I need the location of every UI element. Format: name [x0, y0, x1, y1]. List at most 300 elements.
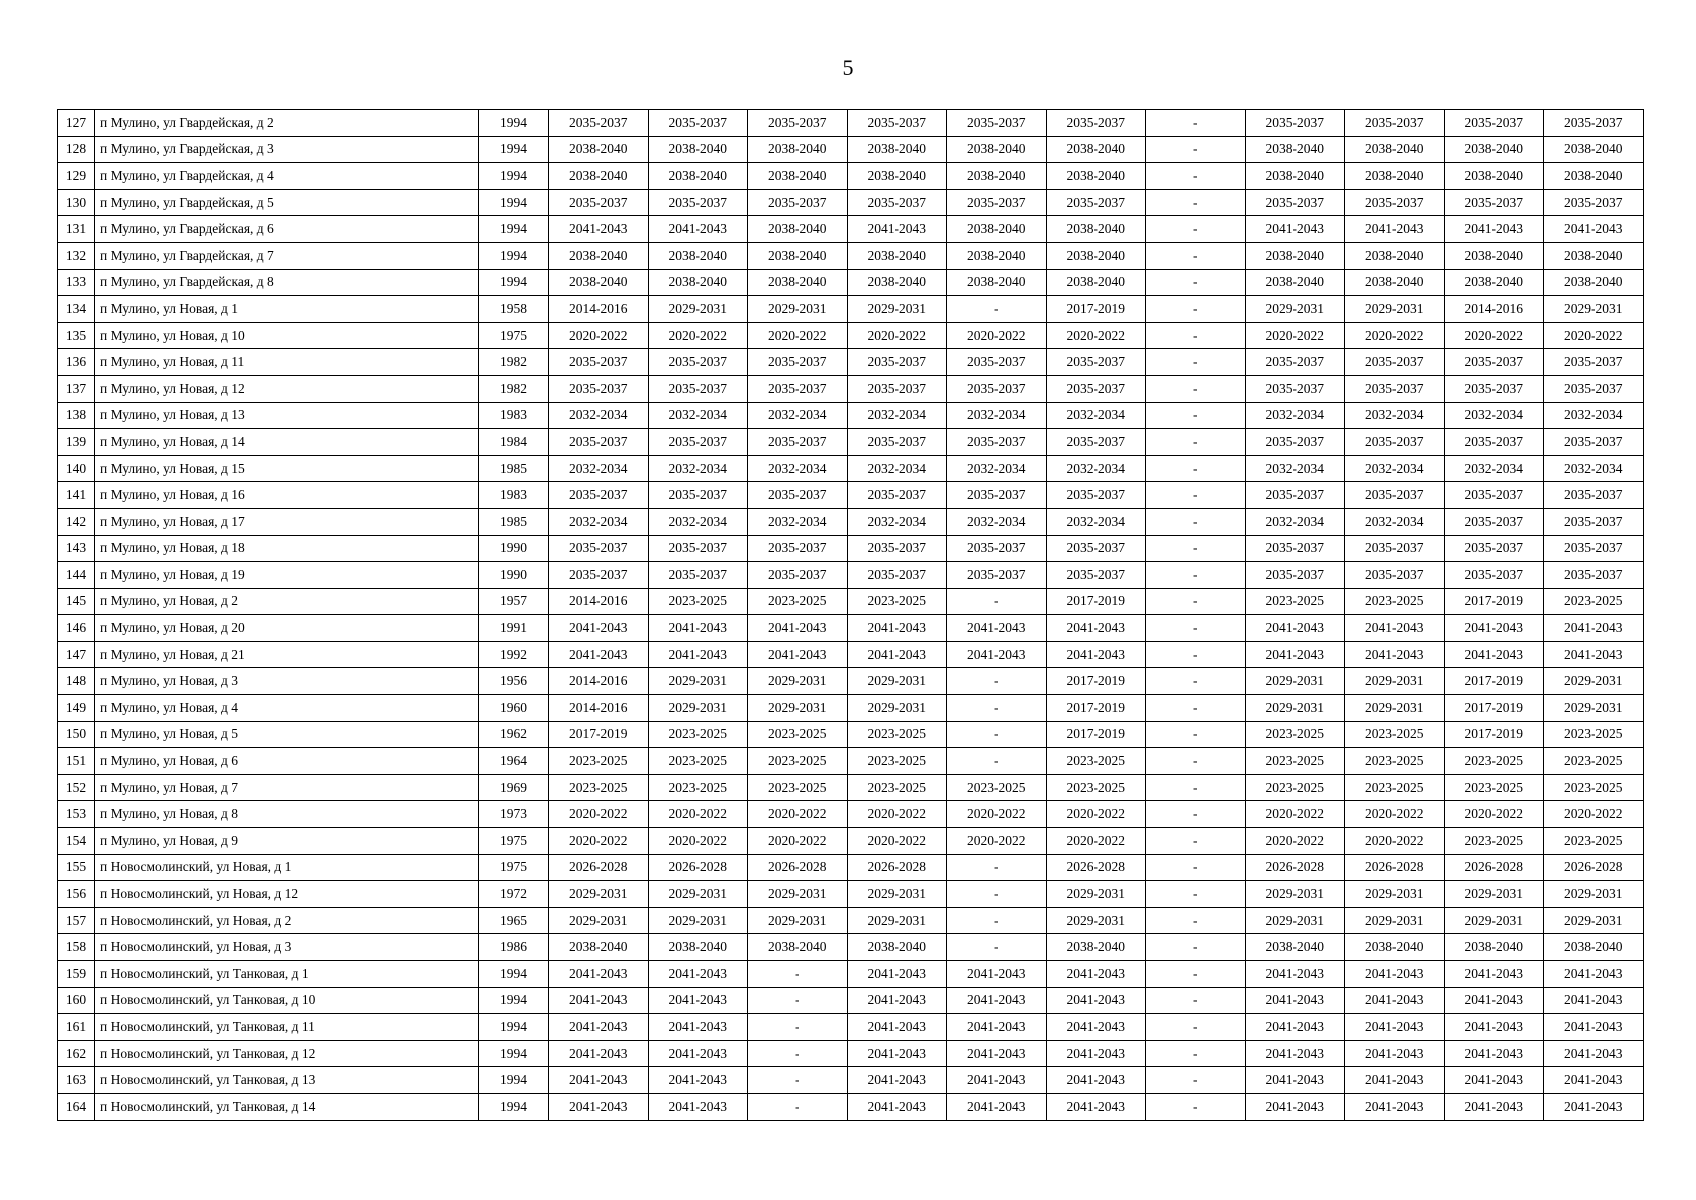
period-cell: 2020-2022: [1544, 801, 1644, 828]
table-row: [58, 1040, 1644, 1067]
address-cell: п Мулино, ул Новая, д 1: [95, 296, 479, 323]
period-cell: -: [1146, 163, 1246, 190]
period-cell: 2035-2037: [1444, 110, 1544, 137]
period-cell: 2041-2043: [847, 1067, 947, 1094]
period-cell: -: [1146, 429, 1246, 456]
period-cell: 2035-2037: [748, 375, 848, 402]
period-cell: 2032-2034: [748, 455, 848, 482]
period-cell: 2038-2040: [748, 934, 848, 961]
period-cell: -: [947, 854, 1047, 881]
period-cell: 2035-2037: [1544, 349, 1644, 376]
period-cell: 2023-2025: [648, 774, 748, 801]
period-cell: -: [1146, 668, 1246, 695]
period-cell: 2023-2025: [1444, 828, 1544, 855]
table-row: [58, 216, 1644, 243]
address-cell: п Мулино, ул Новая, д 4: [95, 695, 479, 722]
period-cell: 2029-2031: [748, 907, 848, 934]
period-cell: 2041-2043: [947, 641, 1047, 668]
period-cell: 2041-2043: [1444, 641, 1544, 668]
period-cell: 2035-2037: [1544, 562, 1644, 589]
period-cell: 2038-2040: [947, 136, 1047, 163]
row-number-cell: 142: [58, 508, 95, 535]
row-number-cell: 149: [58, 695, 95, 722]
period-cell: 2023-2025: [1345, 588, 1445, 615]
build-year-cell: 1973: [479, 801, 549, 828]
period-cell: 2041-2043: [1046, 961, 1146, 988]
row-number-cell: 158: [58, 934, 95, 961]
period-cell: -: [1146, 562, 1246, 589]
period-cell: 2038-2040: [847, 269, 947, 296]
build-year-cell: 1975: [479, 854, 549, 881]
period-cell: 2035-2037: [947, 429, 1047, 456]
period-cell: 2032-2034: [847, 508, 947, 535]
period-cell: 2041-2043: [1345, 987, 1445, 1014]
table-row: [58, 402, 1644, 429]
period-cell: 2023-2025: [847, 721, 947, 748]
period-cell: 2017-2019: [1444, 668, 1544, 695]
period-cell: 2038-2040: [1444, 242, 1544, 269]
period-cell: 2029-2031: [1245, 695, 1345, 722]
period-cell: 2038-2040: [549, 242, 649, 269]
period-cell: 2035-2037: [748, 349, 848, 376]
period-cell: 2041-2043: [1245, 961, 1345, 988]
period-cell: 2029-2031: [1544, 296, 1644, 323]
period-cell: 2038-2040: [1245, 242, 1345, 269]
period-cell: 2038-2040: [648, 136, 748, 163]
period-cell: 2029-2031: [648, 695, 748, 722]
period-cell: 2032-2034: [748, 508, 848, 535]
period-cell: 2038-2040: [549, 163, 649, 190]
period-cell: 2041-2043: [1245, 216, 1345, 243]
build-year-cell: 1994: [479, 987, 549, 1014]
address-cell: п Новосмолинский, ул Танковая, д 12: [95, 1040, 479, 1067]
period-cell: 2032-2034: [549, 508, 649, 535]
page-number: 5: [842, 55, 854, 80]
period-cell: 2041-2043: [847, 1014, 947, 1041]
period-cell: 2041-2043: [1444, 1014, 1544, 1041]
period-cell: 2038-2040: [1544, 136, 1644, 163]
period-cell: 2038-2040: [1046, 242, 1146, 269]
table-row: [58, 375, 1644, 402]
period-cell: -: [1146, 402, 1246, 429]
period-cell: 2023-2025: [1544, 748, 1644, 775]
period-cell: 2038-2040: [1345, 163, 1445, 190]
address-cell: п Мулино, ул Новая, д 17: [95, 508, 479, 535]
table-row: [58, 482, 1644, 509]
address-cell: п Мулино, ул Новая, д 14: [95, 429, 479, 456]
period-cell: 2035-2037: [1245, 562, 1345, 589]
period-cell: 2041-2043: [1544, 987, 1644, 1014]
period-cell: 2041-2043: [549, 216, 649, 243]
period-cell: 2017-2019: [1046, 721, 1146, 748]
period-cell: 2035-2037: [847, 482, 947, 509]
period-cell: 2020-2022: [748, 322, 848, 349]
period-cell: 2032-2034: [549, 402, 649, 429]
period-cell: 2038-2040: [1444, 269, 1544, 296]
period-cell: 2035-2037: [549, 375, 649, 402]
period-cell: 2029-2031: [1544, 881, 1644, 908]
period-cell: 2023-2025: [748, 721, 848, 748]
period-cell: -: [748, 987, 848, 1014]
period-cell: 2029-2031: [648, 668, 748, 695]
period-cell: 2035-2037: [1345, 349, 1445, 376]
address-cell: п Мулино, ул Новая, д 2: [95, 588, 479, 615]
period-cell: -: [1146, 216, 1246, 243]
period-cell: -: [748, 961, 848, 988]
period-cell: 2041-2043: [847, 1093, 947, 1120]
period-cell: 2026-2028: [847, 854, 947, 881]
period-cell: 2029-2031: [648, 881, 748, 908]
period-cell: 2020-2022: [1245, 828, 1345, 855]
period-cell: 2041-2043: [1245, 987, 1345, 1014]
period-cell: -: [1146, 455, 1246, 482]
period-cell: 2041-2043: [748, 615, 848, 642]
period-cell: 2023-2025: [549, 748, 649, 775]
period-cell: 2032-2034: [1046, 455, 1146, 482]
address-cell: п Новосмолинский, ул Новая, д 12: [95, 881, 479, 908]
period-cell: 2035-2037: [1245, 110, 1345, 137]
address-cell: п Мулино, ул Новая, д 13: [95, 402, 479, 429]
period-cell: 2035-2037: [549, 429, 649, 456]
table-row: [58, 801, 1644, 828]
period-cell: 2041-2043: [847, 987, 947, 1014]
period-cell: 2041-2043: [1444, 987, 1544, 1014]
period-cell: 2035-2037: [1245, 535, 1345, 562]
table-row: [58, 987, 1644, 1014]
table-row: [58, 189, 1644, 216]
build-year-cell: 1975: [479, 322, 549, 349]
address-cell: п Мулино, ул Гвардейская, д 2: [95, 110, 479, 137]
build-year-cell: 1994: [479, 1040, 549, 1067]
period-cell: 2041-2043: [847, 216, 947, 243]
address-cell: п Мулино, ул Новая, д 19: [95, 562, 479, 589]
period-cell: 2038-2040: [1544, 242, 1644, 269]
period-cell: 2041-2043: [648, 987, 748, 1014]
period-cell: 2041-2043: [1046, 615, 1146, 642]
address-cell: п Новосмолинский, ул Новая, д 1: [95, 854, 479, 881]
period-cell: 2032-2034: [1046, 402, 1146, 429]
period-cell: 2041-2043: [1544, 1014, 1644, 1041]
address-cell: п Мулино, ул Новая, д 7: [95, 774, 479, 801]
build-year-cell: 1985: [479, 455, 549, 482]
period-cell: 2041-2043: [1544, 1040, 1644, 1067]
period-cell: 2041-2043: [549, 961, 649, 988]
period-cell: 2020-2022: [1444, 322, 1544, 349]
address-cell: п Новосмолинский, ул Танковая, д 13: [95, 1067, 479, 1094]
table-row: [58, 934, 1644, 961]
period-cell: 2035-2037: [648, 189, 748, 216]
table-row: [58, 721, 1644, 748]
period-cell: 2017-2019: [1444, 695, 1544, 722]
address-cell: п Мулино, ул Новая, д 9: [95, 828, 479, 855]
build-year-cell: 1985: [479, 508, 549, 535]
table-row: [58, 535, 1644, 562]
period-cell: 2041-2043: [1046, 1014, 1146, 1041]
period-cell: 2020-2022: [1245, 801, 1345, 828]
period-cell: 2035-2037: [748, 110, 848, 137]
row-number-cell: 133: [58, 269, 95, 296]
row-number-cell: 162: [58, 1040, 95, 1067]
period-cell: -: [1146, 508, 1246, 535]
period-cell: 2020-2022: [748, 801, 848, 828]
period-cell: 2035-2037: [1444, 535, 1544, 562]
period-cell: 2038-2040: [1544, 269, 1644, 296]
period-cell: 2038-2040: [1245, 269, 1345, 296]
period-cell: 2035-2037: [748, 482, 848, 509]
period-cell: 2041-2043: [1345, 615, 1445, 642]
period-cell: -: [748, 1014, 848, 1041]
period-cell: 2023-2025: [1544, 721, 1644, 748]
period-cell: 2032-2034: [648, 402, 748, 429]
period-cell: 2035-2037: [1544, 482, 1644, 509]
address-cell: п Новосмолинский, ул Танковая, д 1: [95, 961, 479, 988]
period-cell: -: [1146, 695, 1246, 722]
build-year-cell: 1982: [479, 349, 549, 376]
period-cell: 2041-2043: [1046, 1067, 1146, 1094]
period-cell: 2038-2040: [1444, 136, 1544, 163]
period-cell: 2023-2025: [1544, 588, 1644, 615]
period-cell: 2041-2043: [847, 615, 947, 642]
build-year-cell: 1982: [479, 375, 549, 402]
build-year-cell: 1962: [479, 721, 549, 748]
period-cell: 2032-2034: [1345, 508, 1445, 535]
period-cell: 2020-2022: [1345, 801, 1445, 828]
address-cell: п Мулино, ул Новая, д 16: [95, 482, 479, 509]
period-cell: 2029-2031: [1544, 907, 1644, 934]
period-cell: 2038-2040: [648, 934, 748, 961]
period-cell: 2035-2037: [1444, 349, 1544, 376]
period-cell: 2041-2043: [1245, 641, 1345, 668]
period-cell: 2041-2043: [1345, 1014, 1445, 1041]
period-cell: -: [947, 588, 1047, 615]
build-year-cell: 1986: [479, 934, 549, 961]
period-cell: 2017-2019: [1444, 721, 1544, 748]
table-row: [58, 1093, 1644, 1120]
build-year-cell: 1990: [479, 535, 549, 562]
period-cell: 2029-2031: [748, 881, 848, 908]
row-number-cell: 145: [58, 588, 95, 615]
period-cell: -: [1146, 322, 1246, 349]
period-cell: 2035-2037: [947, 535, 1047, 562]
period-cell: 2023-2025: [648, 588, 748, 615]
period-cell: 2035-2037: [947, 110, 1047, 137]
table-row: [58, 828, 1644, 855]
period-cell: 2023-2025: [648, 748, 748, 775]
build-year-cell: 1960: [479, 695, 549, 722]
period-cell: 2041-2043: [549, 1040, 649, 1067]
table-row: [58, 774, 1644, 801]
period-cell: 2017-2019: [1444, 588, 1544, 615]
period-cell: 2029-2031: [1345, 668, 1445, 695]
table-row: [58, 641, 1644, 668]
period-cell: 2032-2034: [1245, 455, 1345, 482]
address-cell: п Новосмолинский, ул Танковая, д 10: [95, 987, 479, 1014]
period-cell: 2041-2043: [549, 1067, 649, 1094]
row-number-cell: 127: [58, 110, 95, 137]
period-cell: 2032-2034: [947, 402, 1047, 429]
period-cell: 2041-2043: [1046, 987, 1146, 1014]
table-row: [58, 907, 1644, 934]
period-cell: 2035-2037: [1544, 429, 1644, 456]
period-cell: 2035-2037: [847, 110, 947, 137]
build-year-cell: 1969: [479, 774, 549, 801]
period-cell: 2038-2040: [1245, 163, 1345, 190]
row-number-cell: 153: [58, 801, 95, 828]
period-cell: 2035-2037: [549, 349, 649, 376]
build-year-cell: 1994: [479, 1014, 549, 1041]
period-cell: 2032-2034: [1444, 402, 1544, 429]
period-cell: 2038-2040: [748, 269, 848, 296]
period-cell: 2020-2022: [549, 322, 649, 349]
period-cell: 2038-2040: [947, 216, 1047, 243]
period-cell: 2038-2040: [847, 242, 947, 269]
period-cell: 2035-2037: [847, 562, 947, 589]
row-number-cell: 146: [58, 615, 95, 642]
period-cell: 2038-2040: [648, 163, 748, 190]
period-cell: 2035-2037: [648, 429, 748, 456]
period-cell: -: [947, 907, 1047, 934]
period-cell: 2029-2031: [1245, 881, 1345, 908]
period-cell: 2035-2037: [1046, 562, 1146, 589]
period-cell: 2035-2037: [748, 429, 848, 456]
row-number-cell: 140: [58, 455, 95, 482]
table-row: [58, 1067, 1644, 1094]
schedule-table: [57, 109, 1644, 1121]
period-cell: 2020-2022: [748, 828, 848, 855]
period-cell: 2029-2031: [1345, 907, 1445, 934]
build-year-cell: 1983: [479, 402, 549, 429]
period-cell: 2017-2019: [1046, 695, 1146, 722]
address-cell: п Новосмолинский, ул Новая, д 2: [95, 907, 479, 934]
period-cell: 2026-2028: [1444, 854, 1544, 881]
period-cell: -: [1146, 136, 1246, 163]
period-cell: 2041-2043: [1444, 216, 1544, 243]
period-cell: 2035-2037: [1444, 189, 1544, 216]
row-number-cell: 128: [58, 136, 95, 163]
period-cell: 2041-2043: [1444, 615, 1544, 642]
period-cell: 2035-2037: [1245, 349, 1345, 376]
period-cell: -: [1146, 987, 1246, 1014]
period-cell: 2029-2031: [847, 296, 947, 323]
period-cell: 2035-2037: [1444, 375, 1544, 402]
build-year-cell: 1994: [479, 242, 549, 269]
period-cell: 2035-2037: [847, 189, 947, 216]
period-cell: 2038-2040: [1444, 934, 1544, 961]
period-cell: 2041-2043: [947, 1040, 1047, 1067]
period-cell: 2032-2034: [1345, 402, 1445, 429]
period-cell: 2041-2043: [1544, 961, 1644, 988]
period-cell: 2041-2043: [1345, 216, 1445, 243]
period-cell: 2038-2040: [1544, 934, 1644, 961]
period-cell: 2038-2040: [1046, 136, 1146, 163]
period-cell: 2029-2031: [847, 668, 947, 695]
period-cell: 2020-2022: [847, 322, 947, 349]
period-cell: 2038-2040: [549, 136, 649, 163]
period-cell: 2029-2031: [847, 907, 947, 934]
period-cell: 2014-2016: [1444, 296, 1544, 323]
period-cell: -: [1146, 1067, 1246, 1094]
period-cell: 2035-2037: [1245, 429, 1345, 456]
period-cell: 2038-2040: [847, 934, 947, 961]
table-row: [58, 296, 1644, 323]
period-cell: 2038-2040: [549, 269, 649, 296]
period-cell: 2014-2016: [549, 296, 649, 323]
period-cell: 2041-2043: [947, 987, 1047, 1014]
period-cell: 2038-2040: [648, 242, 748, 269]
row-number-cell: 138: [58, 402, 95, 429]
period-cell: 2026-2028: [1245, 854, 1345, 881]
period-cell: 2026-2028: [549, 854, 649, 881]
period-cell: 2032-2034: [648, 508, 748, 535]
period-cell: 2023-2025: [847, 774, 947, 801]
period-cell: 2014-2016: [549, 695, 649, 722]
period-cell: 2035-2037: [1245, 482, 1345, 509]
period-cell: -: [1146, 961, 1246, 988]
period-cell: 2023-2025: [1544, 828, 1644, 855]
period-cell: 2020-2022: [847, 828, 947, 855]
period-cell: 2041-2043: [1544, 1067, 1644, 1094]
period-cell: 2038-2040: [748, 242, 848, 269]
period-cell: 2023-2025: [847, 588, 947, 615]
table-row: [58, 668, 1644, 695]
address-cell: п Новосмолинский, ул Танковая, д 11: [95, 1014, 479, 1041]
period-cell: 2035-2037: [648, 375, 748, 402]
address-cell: п Мулино, ул Новая, д 11: [95, 349, 479, 376]
period-cell: 2035-2037: [847, 535, 947, 562]
period-cell: 2020-2022: [1444, 801, 1544, 828]
period-cell: 2020-2022: [549, 801, 649, 828]
period-cell: 2029-2031: [748, 296, 848, 323]
period-cell: -: [1146, 828, 1246, 855]
period-cell: 2041-2043: [549, 641, 649, 668]
period-cell: 2029-2031: [1245, 907, 1345, 934]
address-cell: п Мулино, ул Новая, д 18: [95, 535, 479, 562]
period-cell: 2029-2031: [549, 881, 649, 908]
address-cell: п Мулино, ул Гвардейская, д 6: [95, 216, 479, 243]
build-year-cell: 1964: [479, 748, 549, 775]
row-number-cell: 148: [58, 668, 95, 695]
period-cell: 2038-2040: [1046, 216, 1146, 243]
period-cell: 2041-2043: [947, 1093, 1047, 1120]
row-number-cell: 144: [58, 562, 95, 589]
period-cell: 2041-2043: [847, 1040, 947, 1067]
period-cell: 2023-2025: [1046, 774, 1146, 801]
period-cell: 2035-2037: [549, 110, 649, 137]
period-cell: 2035-2037: [1046, 429, 1146, 456]
period-cell: 2035-2037: [947, 562, 1047, 589]
period-cell: 2038-2040: [947, 163, 1047, 190]
period-cell: 2038-2040: [1345, 269, 1445, 296]
period-cell: 2041-2043: [1544, 216, 1644, 243]
period-cell: 2026-2028: [748, 854, 848, 881]
period-cell: 2035-2037: [1544, 110, 1644, 137]
period-cell: -: [1146, 296, 1246, 323]
period-cell: 2032-2034: [1245, 508, 1345, 535]
period-cell: 2035-2037: [947, 349, 1047, 376]
row-number-cell: 132: [58, 242, 95, 269]
period-cell: 2023-2025: [1544, 774, 1644, 801]
build-year-cell: 1972: [479, 881, 549, 908]
table-row: [58, 455, 1644, 482]
period-cell: 2023-2025: [1046, 748, 1146, 775]
period-cell: 2020-2022: [1046, 322, 1146, 349]
row-number-cell: 163: [58, 1067, 95, 1094]
period-cell: 2026-2028: [1345, 854, 1445, 881]
period-cell: 2032-2034: [1544, 455, 1644, 482]
period-cell: 2029-2031: [1544, 668, 1644, 695]
period-cell: 2029-2031: [748, 695, 848, 722]
period-cell: 2020-2022: [1046, 828, 1146, 855]
